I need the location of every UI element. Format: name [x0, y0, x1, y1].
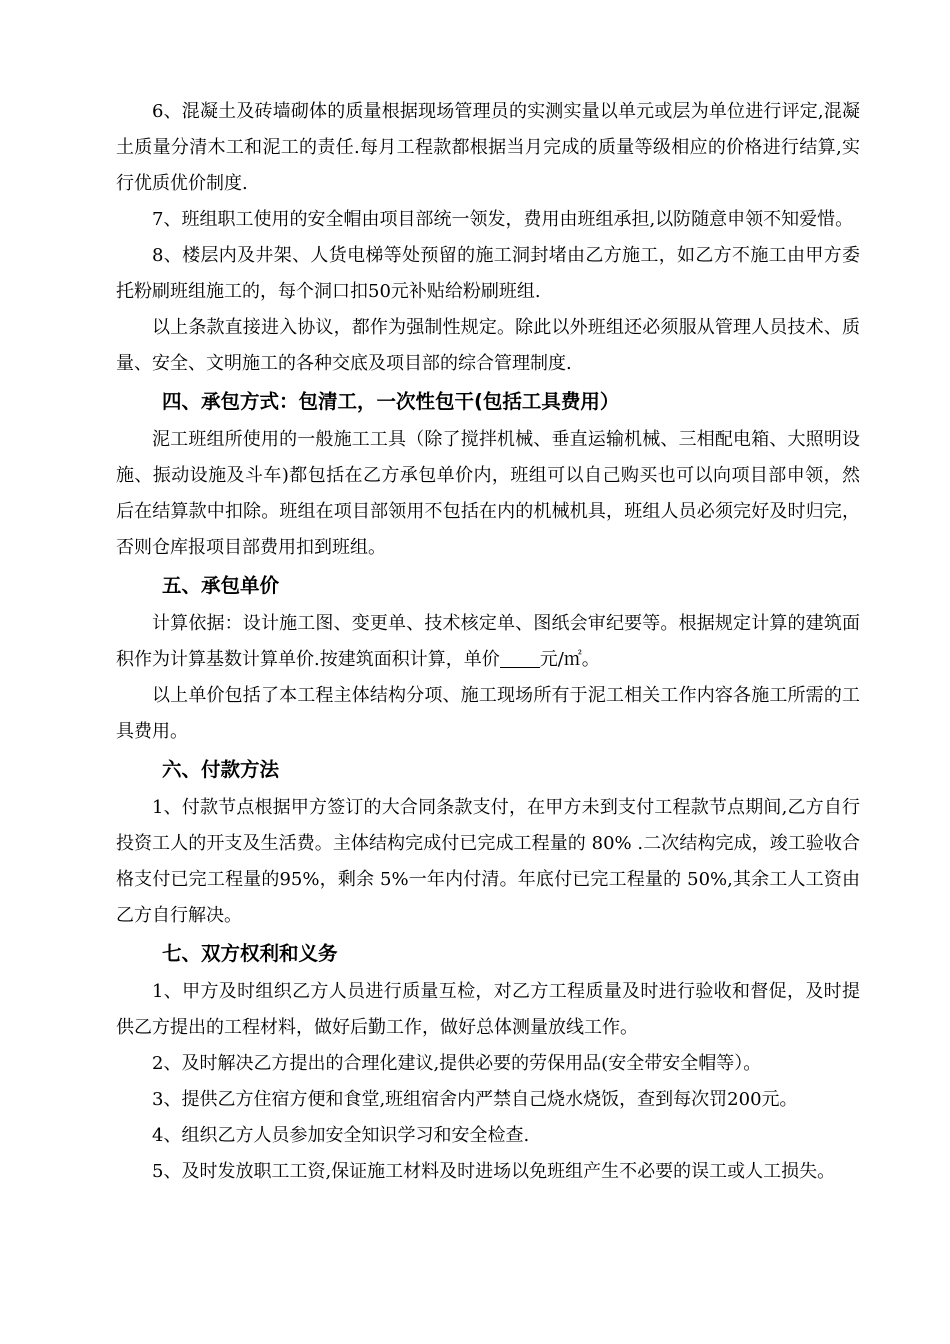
section-4-heading: 四、承包方式：包清工，一次性包干(包括工具费用） [162, 390, 620, 413]
obligation-3-paragraph: 3、提供乙方住宿方便和食堂,班组宿舍内严禁自己烧水烧饭，查到每次罚200元。 [152, 1089, 798, 1110]
obligation-2-paragraph: 2、及时解决乙方提出的合理化建议,提供必要的劳保用品(安全带安全帽等）。 [152, 1053, 762, 1074]
section-5-heading: 五、承包单价 [162, 574, 280, 597]
clause-6-paragraph: 6、混凝土及砖墙砌体的质量根据现场管理员的实测实量以单元或层为单位进行评定,混凝土质量分清木工和泥工的责任.每月工程款都根据当月完成的质量等级相应的价格进行结算,实行优质优价制度. [116, 101, 860, 194]
clauses-summary-paragraph: 以上条款直接进入协议，都作为强制性规定。除此以外班组还必须服从管理人员技术、质量、安全、文明施工的各种交底及项目部的综合管理制度. [116, 317, 860, 374]
calculation-basis-paragraph [116, 606, 860, 678]
obligation-4-paragraph: 4、组织乙方人员参加安全知识学习和安全检查. [152, 1125, 530, 1146]
obligation-1-paragraph: 1、甲方及时组织乙方人员进行质量互检，对乙方工程质量及时进行验收和督促，及时提供乙方提出的工程材料，做好后勤工作，做好总体测量放线工作。 [116, 981, 860, 1038]
unit-price-unit: 元/㎡。 [539, 649, 600, 670]
document-body [116, 94, 860, 1190]
tools-paragraph: 泥工班组所使用的一般施工工具（除了搅拌机械、垂直运输机械、三相配电箱、大照明设施、振动设施及斗车)都包括在乙方承包单价内，班组可以自己购买也可以向项目部申领，然后在结算款中扣除。班组在项目部领用不包括在内的机械机具，班组人员必须完好及时归完，否则仓库报项目部费用扣到班组。 [116, 429, 860, 558]
obligation-5-paragraph: 5、及时发放职工工资,保证施工材料及时进场以免班组产生不必要的误工或人工损失。 [152, 1161, 836, 1182]
unit-price-blank [500, 649, 540, 668]
clause-8-paragraph: 8、楼层内及井架、人货电梯等处预留的施工洞封堵由乙方施工，如乙方不施工由甲方委托粉刷班组施工的，每个洞口扣50元补贴给粉刷班组. [116, 245, 860, 302]
section-6-heading: 六、付款方法 [162, 758, 280, 781]
payment-paragraph: 1、付款节点根据甲方签订的大合同条款支付，在甲方未到支付工程款节点期间,乙方自行投资工人的开支及生活费。主体结构完成付已完成工程量的 80% .二次结构完成，竣工验收合格支付已完工程量的95%，剩余 5%一年内付清。年底付已完工程量的 50%,其余工人工资由乙方自行解决。 [116, 797, 860, 926]
calculation-basis-text: 计算依据：设计施工图、变更单、技术核定单、图纸会审纪要等。根据规定计算的建筑面积作为计算基数计算单价.按建筑面积计算，单价 [116, 613, 860, 670]
section-7-heading: 七、双方权利和义务 [162, 942, 338, 965]
unit-price-scope-paragraph: 以上单价包括了本工程主体结构分项、施工现场所有于泥工相关工作内容各施工所需的工具费用。 [116, 685, 860, 742]
clause-7-paragraph: 7、班组职工使用的安全帽由项目部统一领发，费用由班组承担,以防随意申领不知爱惜。 [152, 209, 854, 230]
